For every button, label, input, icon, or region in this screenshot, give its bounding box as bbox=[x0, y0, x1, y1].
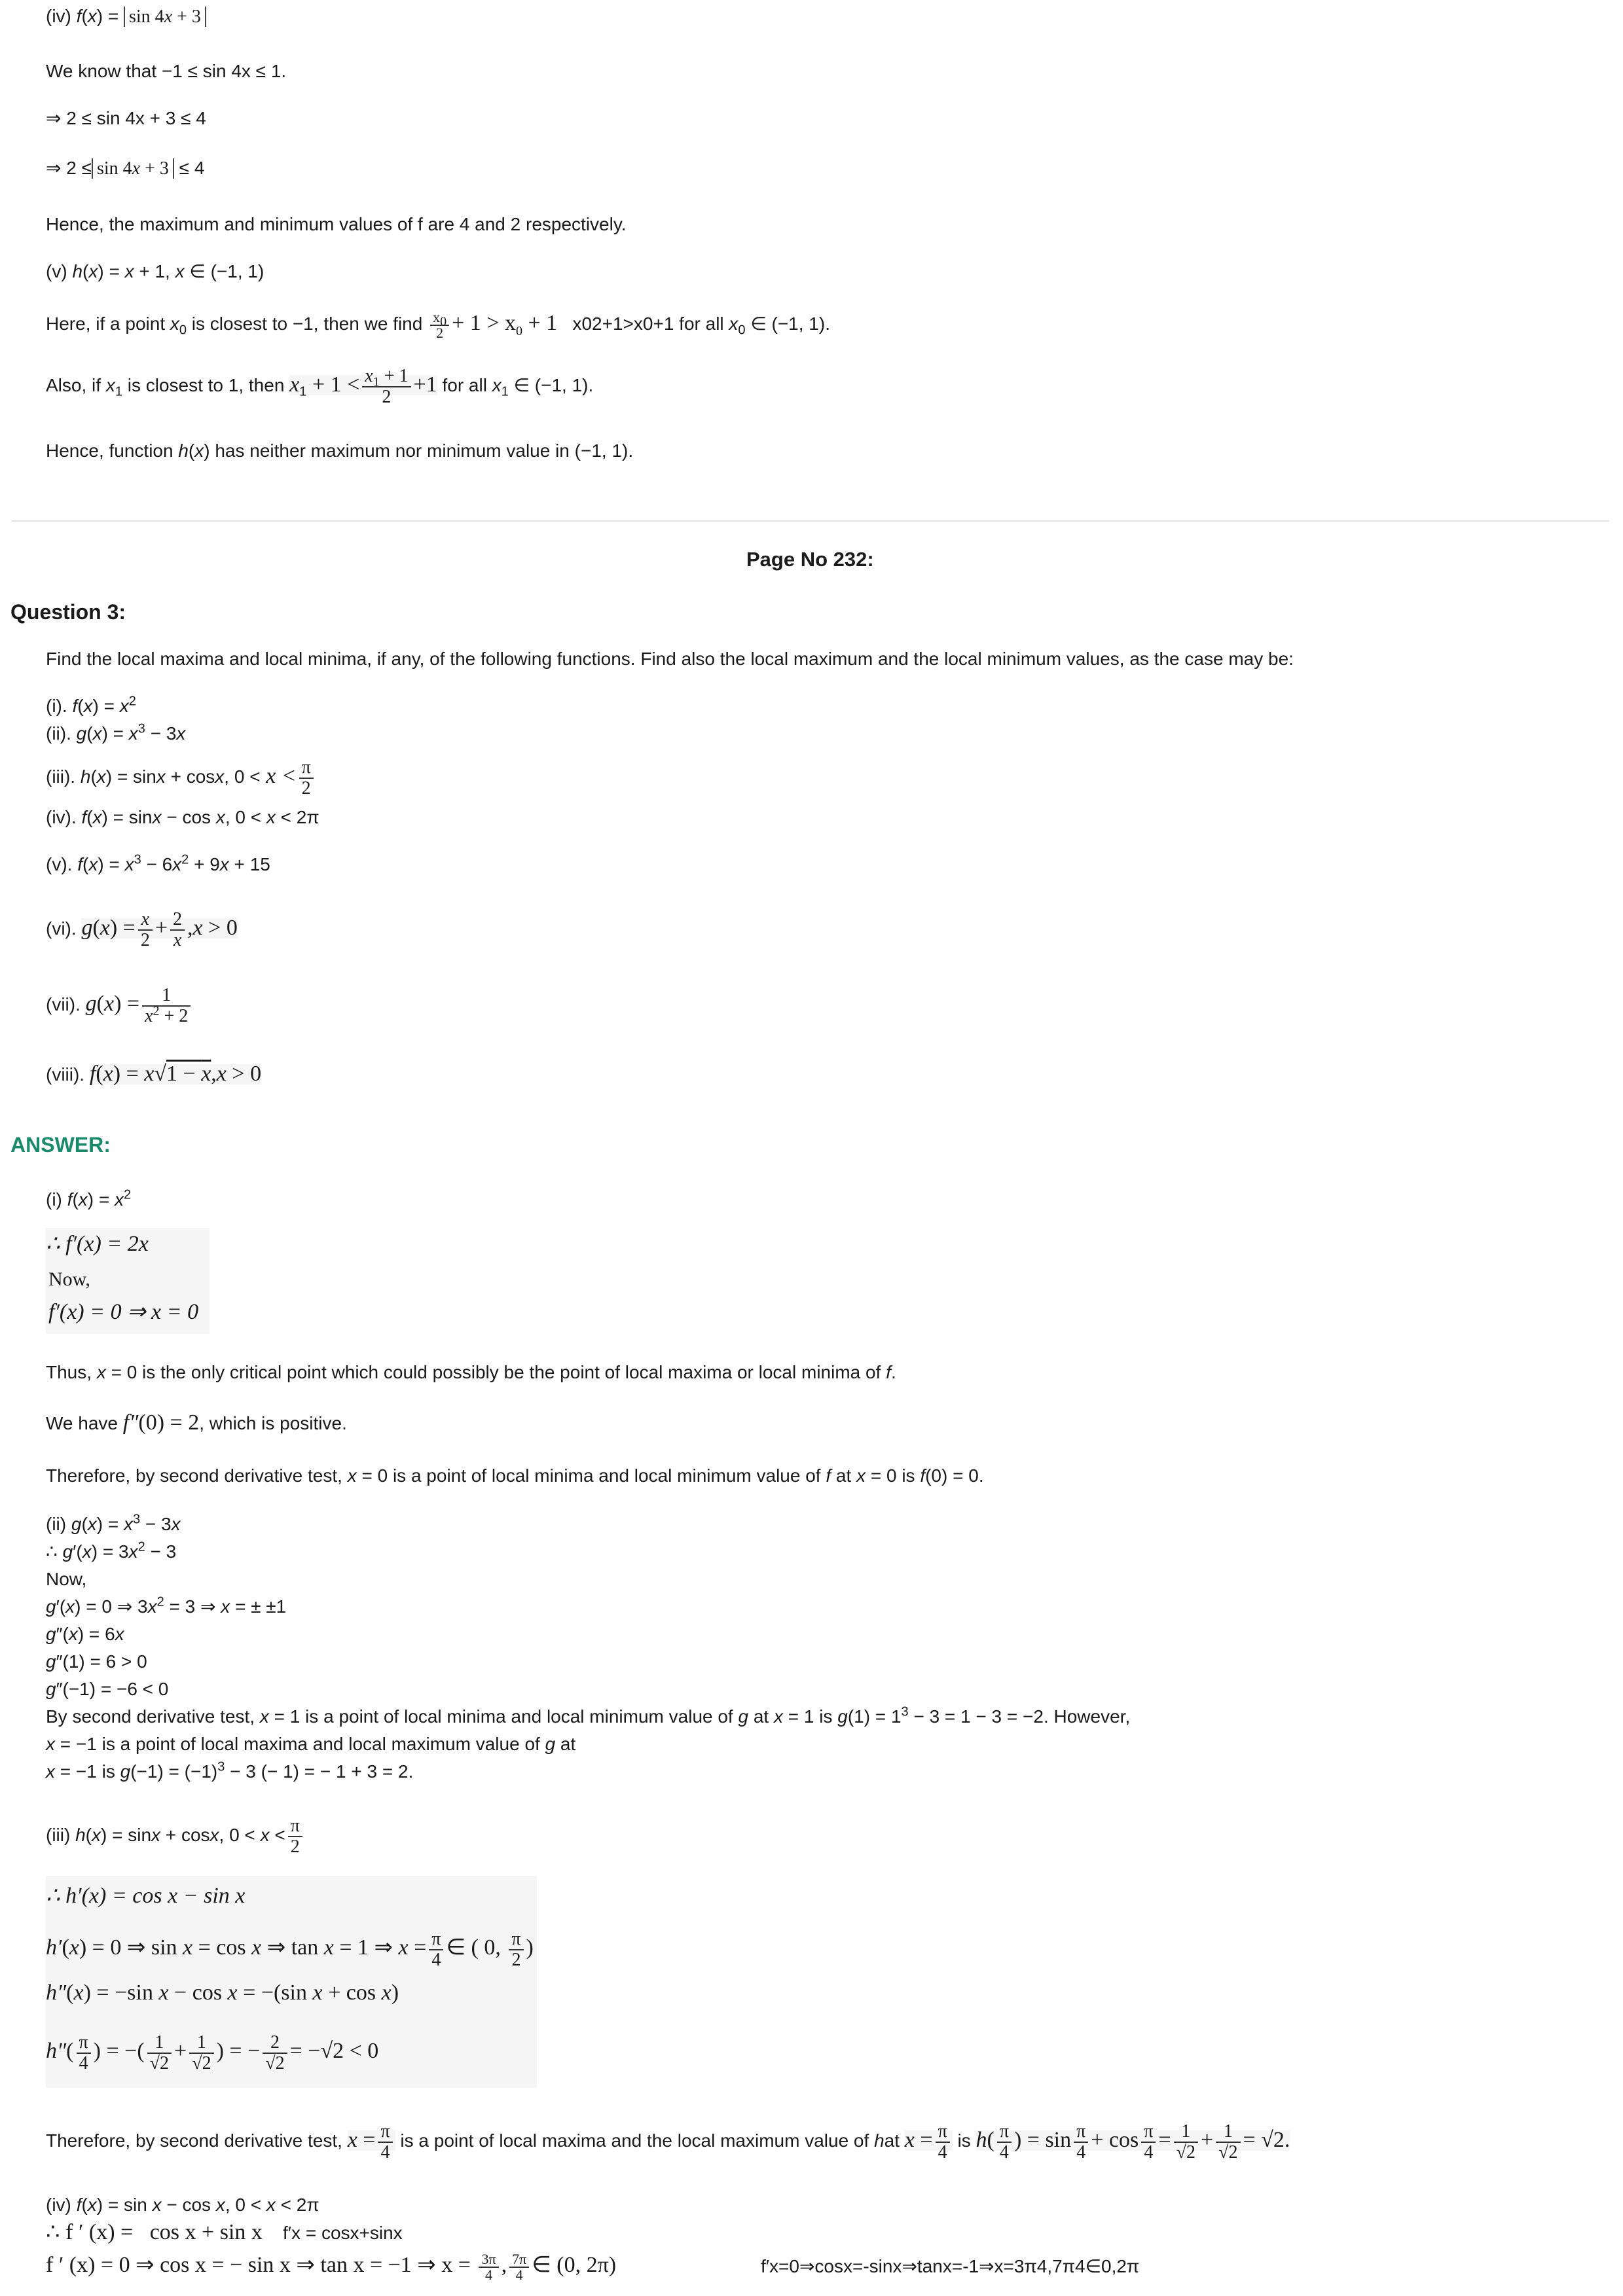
question-item-iii: (iii). h(x) = sinx + cosx, 0 < x < $\frac{\pi}{2}$ bbox=[46, 753, 316, 800]
answer-ii-critical: g′(x) = 0 ⇒ $3x^2 = 3$ ⇒ x = ± ±1 bbox=[46, 1594, 287, 1617]
line-v-closest-left: Here, if a point $x_0$ is closest to −1, then we find $\frac{x_0}{2}$ + $1 > x_0 + 1$ x02+1>x0+1 for all $x_0$ ∈ (−1, 1). bbox=[46, 308, 830, 341]
answer-ii-second-derivative: g″(x) = 6x bbox=[46, 1624, 124, 1644]
question-item-vii: (vii). g(x) = $\frac{1}{x^2 + 2}$ bbox=[46, 978, 193, 1030]
answer-iii-derivation: ∴ h′(x) = cos x − sin x h′(x) = 0 ⇒ sin x = cos x ⇒ tan x = 1 ⇒ x = $\frac{\pi}{4}$ ∈ ( 0, $\frac{\pi}{2}$ ) h″(x) = −sin x − cos x = −(sin x + cos x) h″( $\frac{\pi}{4}$ ) = −( $\frac{1}{√2}$ + $\frac{1}{√2}$ ) = − $\frac{2}{√2}$ = −√2 < 0 bbox=[46, 1876, 537, 2088]
answer-i-critical-point: Thus, x = 0 is the only critical point which could possibly be the point of local maxima or local minima of f. bbox=[46, 1362, 896, 1382]
answer-i-derivation: ∴ f′(x) = 2x Now, f′(x) = 0 ⇒ x = 0 bbox=[46, 1228, 210, 1334]
answer-iv-derivative: ∴ f ′ (x) = cos x + sin x f′x = cosx+sinx bbox=[46, 2220, 403, 2244]
answer-ii-at-minus-1: g″(−1) = −6 < 0 bbox=[46, 1679, 169, 1699]
answer-i-second-derivative: We have f″(0) = 2, which is positive. bbox=[46, 1410, 347, 1435]
answer-ii-conclusion-3: x = −1 is $g(-1) = (-1)^3 - 3$ (− 1) = − 1 + 3 = 2. bbox=[46, 1759, 414, 1782]
question-text: Find the local maxima and local minima, if any, of the following functions. Find also the local maximum and the local minimum values, as the case may be: bbox=[46, 649, 1294, 669]
answer-ii-conclusion-1: By second derivative test, x = 1 is a point of local minima and local minimum value of g at x = 1 is $g(1) = 1^3 - 3 = 1 - 3 = -2$. However, bbox=[46, 1704, 1131, 1727]
answer-i-heading: (i) $f(x) = x^2$ bbox=[46, 1187, 132, 1210]
question-item-viii: (viii). f(x) = x√1 − x,x > 0 bbox=[46, 1062, 262, 1086]
answer-iii-conclusion: Therefore, by second derivative test, x = $\frac{\pi}{4}$ is a point of local maxima and the local maximum value of hat x = $\frac{\pi}{4}$ is h( $\frac{\pi}{4}$ ) = sin $\frac{\pi}{4}$ + cos $\frac{\pi}{4}$ = $\frac{1}{√2}$ + $\frac{1}{√2}$ = √2. bbox=[46, 2121, 1290, 2162]
answer-ii-conclusion-2: x = −1 is a point of local maxima and local maximum value of g at bbox=[46, 1734, 576, 1754]
question-item-v: (v). $f(x) = x^3 - 6x^2 + 9x + 15$ bbox=[46, 852, 270, 874]
question-item-i: (i). $f(x) = x^2$ bbox=[46, 694, 136, 716]
question-item-vi: (vi). g(x) = $\frac{x}{2}$ + $\frac{2}{x}$ ,x > 0 bbox=[46, 908, 238, 950]
line-bounds: We know that −1 ≤ sin 4x ≤ 1. bbox=[46, 61, 287, 81]
page-number-heading: Page No 232: bbox=[746, 548, 874, 571]
line-v-closest-right: Also, if $x_1$ is closest to 1, then $x_1 + 1$ < $\frac{x_1 + 1}{2}$ +1 for all $x_1$ ∈ (−1, 1). bbox=[46, 365, 594, 407]
answer-ii-derivative: ∴ $g'(x) = 3x^2 - 3$ bbox=[46, 1539, 177, 1562]
answer-ii-at-1: g″(1) = 6 > 0 bbox=[46, 1651, 147, 1672]
line-v-function: (v) h(x) = x + 1, x ∈ (−1, 1) bbox=[46, 261, 264, 281]
question-item-ii: (ii). $g(x) = x^3 - 3x$ bbox=[46, 721, 186, 744]
answer-iv-heading: (iv) f(x) = sin x − cos x, 0 < x < 2π bbox=[46, 2195, 319, 2215]
line-conclusion-v: Hence, function h(x) has neither maximum nor minimum value in (−1, 1). bbox=[46, 440, 634, 461]
answer-i-conclusion: Therefore, by second derivative test, x = 0 is a point of local minima and local minimum value of f at x = 0 is f(0) = 0. bbox=[46, 1465, 984, 1486]
answer-ii-heading: (ii) $g(x) = x^3 - 3x$ bbox=[46, 1512, 181, 1534]
answer-iv-critical-plain: f′x=0⇒cosx=-sinx⇒tanx=-1⇒x=3π4,7π4∈0,2π bbox=[761, 2256, 1140, 2276]
question-heading: Question 3: bbox=[10, 600, 126, 624]
answer-iv-critical: f ′ (x) = 0 ⇒ cos x = − sin x ⇒ tan x = −1 ⇒ x = $\frac{3\pi}{4}$ , $\frac{7\pi}{4}$ ∈ (0, 2π) bbox=[46, 2250, 617, 2283]
answer-heading: ANSWER: bbox=[10, 1133, 111, 1157]
line-conclusion-iv: Hence, the maximum and minimum values of f are 4 and 2 respectively. bbox=[46, 214, 627, 234]
line-implies-1: ⇒ 2 ≤ sin 4x + 3 ≤ 4 bbox=[46, 108, 206, 128]
section-divider bbox=[12, 520, 1609, 522]
question-item-iv: (iv). f(x) = sinx − cos x, 0 < x < 2π bbox=[46, 807, 319, 827]
answer-iii-heading: (iii) h(x) = sinx + cosx, 0 < x < $\frac{\pi}{2}$ bbox=[46, 1812, 305, 1859]
answer-ii-now: Now, bbox=[46, 1569, 87, 1589]
line-iv-function: (iv) f(x) = sin 4x + 3 bbox=[46, 5, 206, 28]
line-implies-2: ⇒ 2 ≤ sin 4x + 3 ≤ 4 bbox=[46, 158, 205, 179]
